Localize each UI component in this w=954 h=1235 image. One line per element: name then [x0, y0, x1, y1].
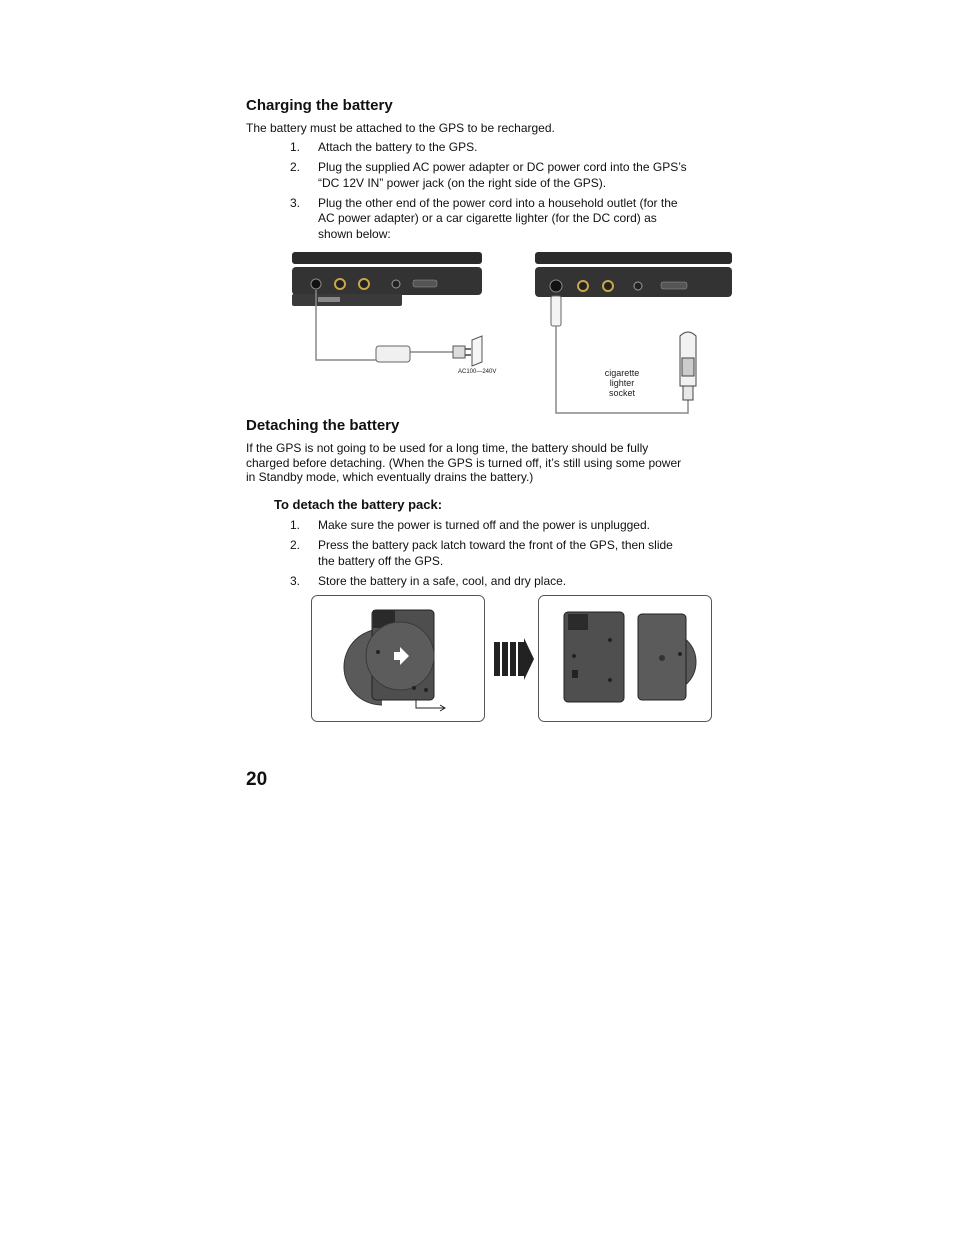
section-heading-charging: Charging the battery: [246, 97, 393, 114]
page-number: 20: [246, 769, 268, 790]
ac-voltage-label: AC100—240V: [458, 369, 497, 375]
gps-side-view-left: [292, 252, 482, 306]
charging-steps-list: [246, 140, 691, 247]
wall-outlet-icon: [472, 336, 482, 366]
plug-prongs-icon: [465, 349, 471, 355]
list-item: 2. Press the battery pack latch toward the front of the GPS, then slide the battery off the GPS.: [290, 538, 673, 568]
list-item: 2. Plug the supplied AC power adapter or DC power cord into the GPS’s “DC 12V IN” power jack (on the right side of the GPS).: [290, 160, 687, 190]
list-item: 3. Store the battery in a safe, cool, and dry place.: [290, 573, 567, 588]
gps-side-view-right: [535, 252, 732, 297]
transition-arrow-icon: [494, 638, 534, 680]
ac-adapter-icon: [376, 346, 410, 362]
socket-label-line1: cigarette: [604, 368, 640, 378]
cigarette-lighter-plug-icon: [680, 332, 696, 400]
detach-steps-list: [246, 518, 691, 594]
charging-illustration: [288, 250, 738, 420]
dc-plug-icon: [551, 296, 561, 326]
charging-intro: The battery must be attached to the GPS to be recharged.: [246, 121, 555, 135]
section-heading-detaching: Detaching the battery: [246, 417, 400, 434]
detaching-intro: If the GPS is not going to be used for a long time, the battery should be fully charged before detaching. (When the GPS is turned off, it’s still using some power in Standby mode, which eventually drains the battery.): [246, 441, 682, 484]
list-item: 3. Plug the other end of the power cord into a household outlet (for the AC power adapter) or a car cigarette lighter (for the DC cord) as shown below:: [290, 195, 678, 241]
socket-label-line3: socket: [608, 388, 636, 398]
detach-illustration: [310, 594, 714, 726]
list-item: 1. Attach the battery to the GPS.: [290, 140, 478, 154]
list-item: 1. Make sure the power is turned off and the power is unplugged.: [290, 518, 650, 532]
socket-label-line2: lighter: [609, 378, 635, 388]
detach-subheading: To detach the battery pack:: [274, 497, 443, 512]
gps-without-battery: [564, 612, 624, 702]
plug-icon: [453, 346, 465, 358]
